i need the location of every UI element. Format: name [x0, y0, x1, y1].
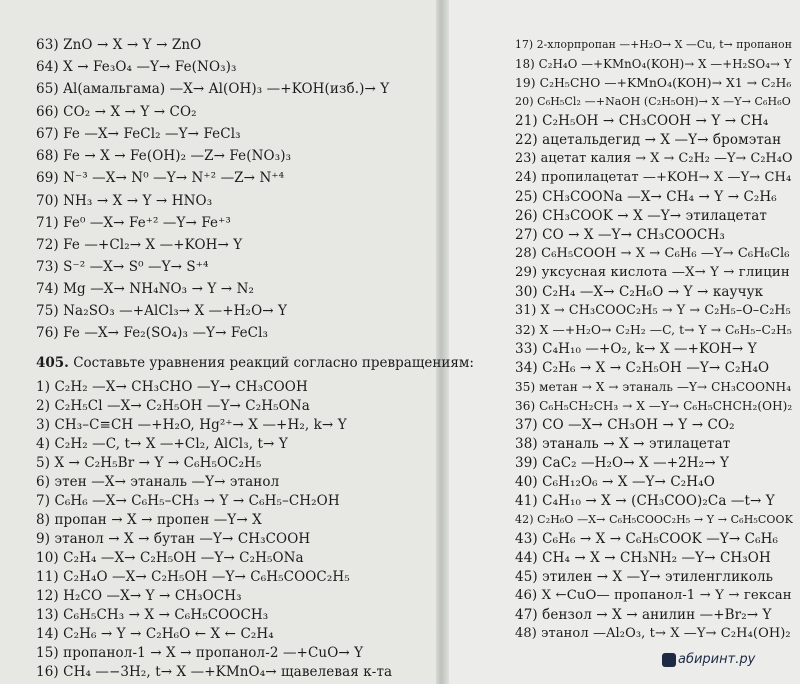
- reaction-line: 33) C₄H₁₀ —+O₂, k→ X —+KOH→ Y: [515, 341, 757, 357]
- reaction-line: 14) C₂H₆ → Y → C₂H₆O ← X ← C₂H₄: [36, 626, 274, 642]
- reaction-line: 39) CaC₂ —H₂O→ X —+2H₂→ Y: [515, 455, 730, 471]
- reaction-line: 68) Fe → X → Fe(OH)₂ —Z→ Fe(NO₃)₃: [36, 148, 292, 164]
- exercise-number: 405.: [36, 355, 69, 371]
- reaction-line: 10) C₂H₄ —X→ C₂H₅OH —Y→ C₂H₅ONa: [36, 550, 304, 566]
- reaction-line: 5) X → C₂H₅Br → Y → C₆H₅OC₂H₅: [36, 455, 262, 471]
- watermark-text: абиринт.ру: [678, 652, 756, 667]
- reaction-line: 20) C₆H₅Cl₂ —+NaOH (C₂H₅OH)→ X —Y→ C₆H₆O: [515, 95, 791, 108]
- reaction-line: 65) Al(амальгама) —X→ Al(OH)₃ —+KOH(изб.)→ Y: [36, 81, 390, 97]
- reaction-line: 69) N⁻³ —X→ N⁰ —Y→ N⁺² —Z→ N⁺⁴: [36, 170, 285, 186]
- reaction-line: 38) этаналь → X → этилацетат: [515, 436, 731, 452]
- reaction-line: 21) C₂H₅OH → CH₃COOH → Y → CH₄: [515, 113, 769, 129]
- reaction-line: 64) X → Fe₃O₄ —Y→ Fe(NO₃)₃: [36, 59, 237, 75]
- reaction-line: 76) Fe —X→ Fe₂(SO₄)₃ —Y→ FeCl₃: [36, 325, 269, 341]
- reaction-line: 44) CH₄ → X → CH₃NH₂ —Y→ CH₃OH: [515, 550, 771, 566]
- reaction-line: 71) Fe⁰ —X→ Fe⁺² —Y→ Fe⁺³: [36, 215, 231, 231]
- reaction-line: 46) X ←CuO— пропанол-1 → Y → гексан: [515, 588, 792, 603]
- reaction-line: 4) C₂H₂ —C, t→ X —+Cl₂, AlCl₃, t→ Y: [36, 436, 288, 452]
- reaction-line: 13) C₆H₅CH₃ → X → C₆H₅COOCH₃: [36, 607, 269, 623]
- reaction-line: 23) ацетат калия → X → C₂H₂ —Y→ C₂H₄O: [515, 151, 793, 166]
- reaction-line: 35) метан → X → этаналь —Y→ CH₃COONH₄: [515, 380, 792, 394]
- reaction-line: 48) этанол —Al₂O₃, t→ X —Y→ C₂H₄(OH)₂: [515, 626, 791, 641]
- reaction-line: 17) 2-хлорпропан —+H₂O→ X —Cu, t→ пропанон: [515, 38, 793, 51]
- reaction-line: 29) уксусная кислота —X→ Y → глицин: [515, 265, 790, 280]
- reaction-line: 72) Fe —+Cl₂→ X —+KOH→ Y: [36, 237, 243, 253]
- reaction-line: 1) C₂H₂ —X→ CH₃CHO —Y→ CH₃COOH: [36, 379, 308, 395]
- watermark: [662, 652, 755, 667]
- reaction-line: 43) C₆H₆ → X → C₆H₅COOK —Y→ C₆H₆: [515, 531, 778, 547]
- reaction-line: 6) этен —X→ этаналь —Y→ этанол: [36, 474, 280, 490]
- reaction-line: 47) бензол → X → анилин —+Br₂→ Y: [515, 607, 772, 623]
- reaction-line: 45) этилен → X —Y→ этиленгликоль: [515, 569, 774, 585]
- reaction-line: 19) C₂H₅CHO —+KMnO₄(KOH)→ X1 → C₂H₆: [515, 76, 792, 90]
- labirint-logo-icon: [662, 653, 676, 667]
- reaction-line: 36) C₆H₅CH₂CH₃ → X —Y→ C₆H₅CHCH₂(OH)₂: [515, 399, 793, 413]
- reaction-line: 8) пропан → X → пропен —Y→ X: [36, 512, 262, 528]
- reaction-line: 3) CH₃–C≡CH —+H₂O, Hg²⁺→ X —+H₂, k→ Y: [36, 417, 347, 433]
- book-gutter: [436, 0, 449, 684]
- reaction-line: 18) C₂H₄O —+KMnO₄(KOH)→ X —+H₂SO₄→ Y: [515, 57, 792, 71]
- reaction-line: 31) X → CH₃COOC₂H₅ → Y → C₂H₅–O–C₂H₅: [515, 303, 791, 318]
- reaction-line: 73) S⁻² —X→ S⁰ —Y→ S⁺⁴: [36, 259, 209, 275]
- reaction-line: 28) C₆H₅COOH → X → C₆H₆ —Y→ C₆H₆Cl₆: [515, 246, 790, 261]
- reaction-line: 9) этанол → X → бутан —Y→ CH₃COOH: [36, 531, 311, 547]
- reaction-line: 32) X —+H₂O→ C₂H₂ —C, t→ Y → C₆H₅–C₂H₅: [515, 323, 792, 337]
- reaction-line: 16) CH₄ —−3H₂, t→ X —+KMnO₄→ щавелевая к-та: [36, 664, 393, 680]
- reaction-line: 22) ацетальдегид → X —Y→ бромэтан: [515, 132, 782, 148]
- reaction-line: 41) C₄H₁₀ → X → (CH₃COO)₂Ca —t→ Y: [515, 493, 775, 509]
- reaction-line: 66) CO₂ → X → Y → CO₂: [36, 104, 197, 120]
- reaction-line: 30) C₂H₄ —X→ C₂H₆O → Y → каучук: [515, 284, 764, 300]
- reaction-line: 75) Na₂SO₃ —+AlCl₃→ X —+H₂O→ Y: [36, 303, 288, 319]
- reaction-line: 37) CO —X→ CH₃OH → Y → CO₂: [515, 417, 735, 433]
- reaction-line: 15) пропанол-1 → X → пропанол-2 —+CuO→ Y: [36, 645, 364, 661]
- reaction-line: 25) CH₃COONa —X→ CH₄ → Y → C₂H₆: [515, 189, 777, 205]
- reaction-line: 24) пропилацетат —+KOH→ X —Y→ CH₄: [515, 170, 792, 185]
- reaction-line: 2) C₂H₅Cl —X→ C₂H₅OH —Y→ C₂H₅ONa: [36, 398, 310, 414]
- reaction-line: 26) CH₃COOK → X —Y→ этилацетат: [515, 208, 767, 224]
- reaction-line: 40) C₆H₁₂O₆ → X —Y→ C₂H₄O: [515, 474, 715, 490]
- reaction-line: 12) H₂CO —X→ Y → CH₃OCH₃: [36, 588, 242, 604]
- reaction-line: 42) C₂H₆O —X→ C₆H₅COOC₂H₅ → Y → C₆H₅COOK: [515, 513, 793, 526]
- reaction-line: 27) CO → X —Y→ CH₃COOCH₃: [515, 227, 725, 243]
- reaction-line: 63) ZnO → X → Y → ZnO: [36, 37, 202, 53]
- reaction-line: 74) Mg —X→ NH₄NO₃ → Y → N₂: [36, 281, 255, 297]
- reaction-line: 7) C₆H₆ —X→ C₆H₅–CH₃ → Y → C₆H₅–CH₂OH: [36, 493, 340, 509]
- reaction-line: 11) C₂H₄O —X→ C₂H₅OH —Y→ C₆H₅COOC₂H₅: [36, 569, 350, 585]
- exercise-instruction: Составьте уравнения реакций согласно превращениям:: [73, 355, 474, 371]
- reaction-line: 70) NH₃ → X → Y → HNO₃: [36, 193, 213, 209]
- reaction-line: 67) Fe —X→ FeCl₂ —Y→ FeCl₃: [36, 126, 241, 142]
- exercise-heading: [36, 354, 474, 372]
- reaction-line: 34) C₂H₆ → X → C₂H₅OH —Y→ C₂H₄O: [515, 360, 770, 376]
